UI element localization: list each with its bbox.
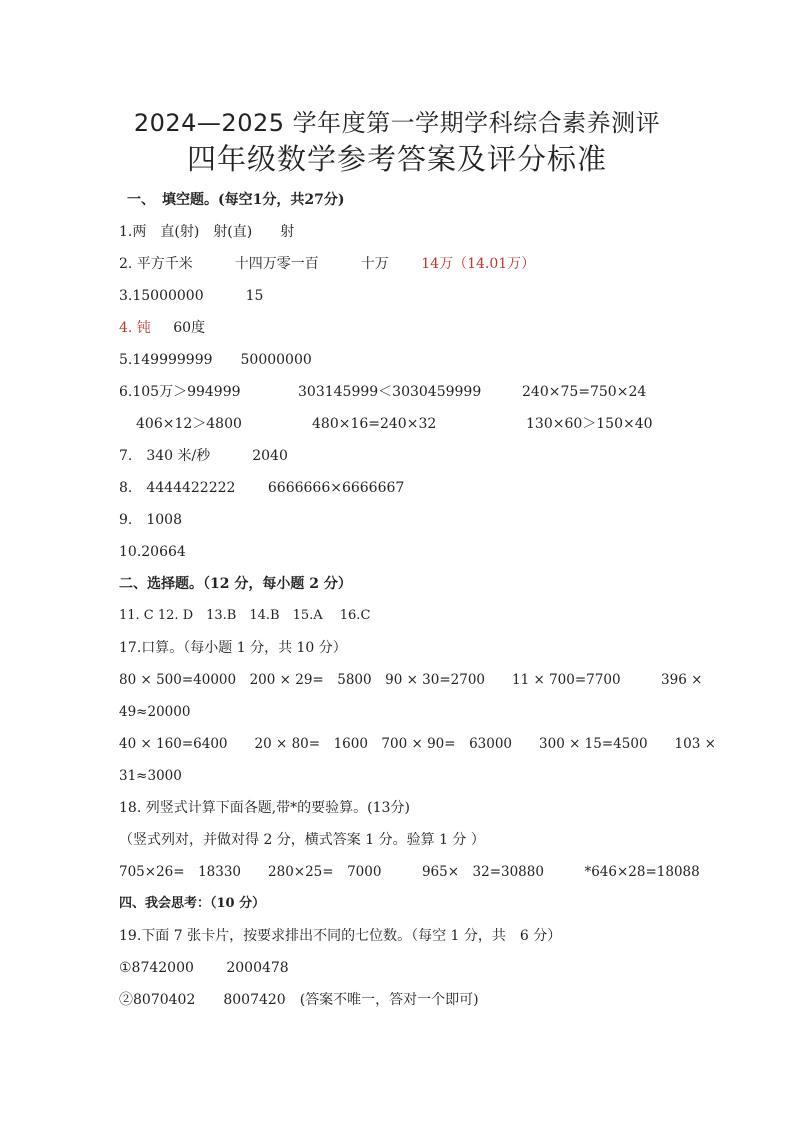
answer-q9: 9. 1008 <box>119 512 182 528</box>
answer-q3: 3.15000000 15 <box>119 288 264 304</box>
answer-q8: 8. 4444422222 6666666×6666667 <box>119 480 405 496</box>
answer-q4 <box>119 319 205 337</box>
answer-q6-item4: 406×12＞4800 <box>136 416 242 432</box>
section-4-heading: 四、我会思考：（10 分） <box>119 896 266 911</box>
q19-answer-1: ①8742000 2000478 <box>119 960 289 976</box>
answer-q6-row2 <box>136 415 653 433</box>
q17-row2: 40 × 160=6400 20 × 80= 1600 700 × 90= 63000 300 × 15=4500 103 × <box>119 736 716 752</box>
answer-q1: 1.两 直(射) 射(直) 射 <box>119 224 295 240</box>
answer-q6-item6: 130×60＞150×40 <box>526 416 653 432</box>
q17-row1-continued: 49≈20000 <box>119 704 191 720</box>
answer-q6-item1: 6.105万＞994999 <box>119 384 241 400</box>
section-1-heading: 一、 填空题。(每空1分，共27分) <box>127 192 345 208</box>
choice-answers: 11. C 12. D 13.B 14.B 15.A 16.C <box>119 608 371 623</box>
q17-heading: 17.口算。（每小题 1 分，共 10 分） <box>119 640 347 656</box>
answer-q4-part1: 4. 钝 <box>119 320 151 336</box>
exam-title: 2024—2025 学年度第一学期学科综合素养测评 <box>133 109 661 137</box>
q19-answer-2: ②8070402 8007420 (答案不唯一，答对一个即可) <box>119 992 479 1008</box>
answer-q7: 7. 340 米/秒 2040 <box>119 448 288 464</box>
answer-q6-item5: 480×16=240×32 <box>312 416 437 432</box>
q17-row2-continued: 31≈3000 <box>119 768 182 784</box>
answer-q5: 5.149999999 50000000 <box>119 352 312 368</box>
answer-key-title: 四年级数学参考答案及评分标准 <box>186 142 607 176</box>
answer-q6-row1 <box>119 383 646 401</box>
q18-scoring-note: （竖式列对，并做对得 2 分，横式答案 1 分。验算 1 分 ） <box>119 832 485 848</box>
answer-q6-item3: 240×75=750×24 <box>522 384 647 400</box>
answer-q10: 10.20664 <box>119 544 186 560</box>
section-2-heading: 二、选择题。（12 分，每小题 2 分） <box>119 576 352 592</box>
q18-answers: 705×26= 18330 280×25= 7000 965× 32=30880 *646×28=18088 <box>119 864 700 880</box>
answer-q6-item2: 303145999＜3030459999 <box>298 384 482 400</box>
q17-row1: 80 × 500=40000 200 × 29= 5800 90 × 30=2700 11 × 700=7700 396 × <box>119 672 703 688</box>
answer-q2-part2: 14万（14.01万） <box>421 256 536 272</box>
answer-q2 <box>119 255 535 273</box>
q18-heading: 18. 列竖式计算下面各题,带*的要验算。(13分) <box>119 800 410 816</box>
answer-q4-part2: 60度 <box>173 320 206 336</box>
q19-heading: 19.下面 7 张卡片，按要求排出不同的七位数。（每空 1 分，共 6 分） <box>119 928 562 944</box>
answer-q2-part1: 2. 平方千米 十四万零一百 十万 <box>119 256 389 272</box>
